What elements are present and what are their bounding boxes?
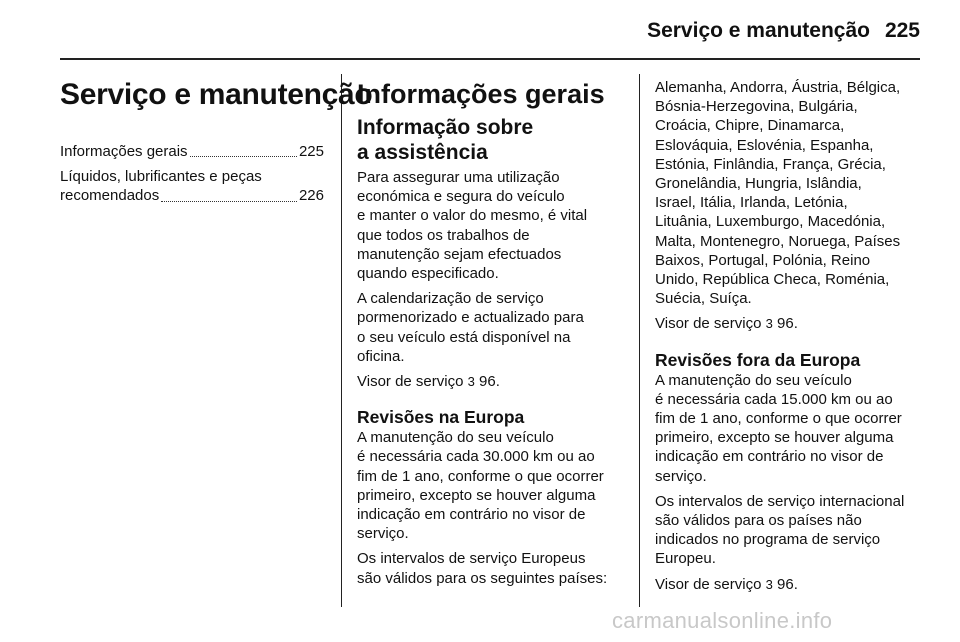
- watermark: carmanualsonline.info: [612, 608, 833, 633]
- cross-reference[interactable]: Visor de serviço 3 96.: [357, 373, 500, 391]
- toc-entry-label: Líquidos, lubrificantes e peças: [60, 168, 262, 186]
- column-divider-1: [341, 74, 342, 607]
- toc-entry-page: 225: [298, 143, 324, 160]
- subsection-title: Revisões na Europa: [357, 407, 525, 428]
- paragraph: A manutenção do seu veículo é necessária cada 30.000 km ou ao fim de 1 ano, conforme o que ocorrer primeiro, excepto se houver alguma indicação em contrário no visor de serviço.: [357, 429, 604, 543]
- toc-leader-dots: [190, 156, 297, 157]
- reference-page: 96.: [777, 575, 798, 593]
- reference-page: 96.: [777, 315, 798, 333]
- paragraph: A manutenção do seu veículo é necessária cada 15.000 km ou ao fim de 1 ano, conforme o que ocorrer primeiro, excepto se houver alguma indicação em contrário no visor de serviço.: [655, 371, 902, 485]
- reference-arrow-icon: 3: [467, 374, 475, 390]
- reference-page: 96.: [479, 373, 500, 391]
- page-number: 225: [884, 19, 920, 42]
- middle-column: [357, 78, 629, 594]
- column-divider-2: [639, 74, 640, 607]
- right-column: [655, 78, 925, 600]
- subsection-title: Revisões fora da Europa: [655, 349, 861, 370]
- toc-entry-label: recomendados: [60, 187, 160, 205]
- toc-entry-page: 226: [298, 187, 324, 205]
- toc-entry-label: Informações gerais: [60, 143, 188, 160]
- paragraph: A calendarização de serviço pormenorizado e actualizado para o seu veículo está disponível na oficina.: [357, 290, 584, 365]
- toc-entry-fluids[interactable]: [60, 167, 330, 205]
- subsection-title: Informação sobre a assistência: [357, 116, 534, 164]
- cross-reference[interactable]: Visor de serviço 3 96.: [655, 575, 798, 593]
- reference-arrow-icon: 3: [765, 576, 773, 592]
- section-title: Informações gerais: [357, 79, 605, 109]
- paragraph: Para assegurar uma utilização económica e segura do veículo e manter o valor do mesmo, é vital que todos os trabalhos de manutenção sejam efectuados quando especificado.: [357, 169, 588, 283]
- running-header-title: Serviço e manutenção: [647, 19, 870, 42]
- cross-reference[interactable]: Visor de serviço 3 96.: [655, 315, 798, 333]
- country-list: Alemanha, Andorra, Áustria, Bélgica, Bósnia-Herzegovina, Bulgária, Croácia, Chipre, Dinamarca, Eslováquia, Eslovénia, Espanha, Estónia, Finlândia, França, Grécia, Gronelândia, Hungria, Islândia, Israel, Itália, Irlanda, Letónia, Lituânia, Luxemburgo, Macedónia, Malta, Montenegro, Noruega, Países Baixos, Portugal, Polónia, Reino Unido, República Checa, Roménia, Suécia, Suíça.: [655, 79, 901, 308]
- reference-arrow-icon: 3: [765, 316, 773, 332]
- toc-column: [60, 78, 373, 212]
- header-rule: [60, 58, 920, 60]
- toc-leader-dots: [161, 201, 297, 202]
- paragraph: Os intervalos de serviço internacional são válidos para os países não indicados no programa de serviço Europeu.: [655, 492, 905, 568]
- paragraph: Os intervalos de serviço Europeus são válidos para os seguintes países:: [357, 550, 608, 587]
- toc-entry-general-info[interactable]: [60, 142, 330, 161]
- chapter-title: Serviço e manutenção: [60, 78, 373, 111]
